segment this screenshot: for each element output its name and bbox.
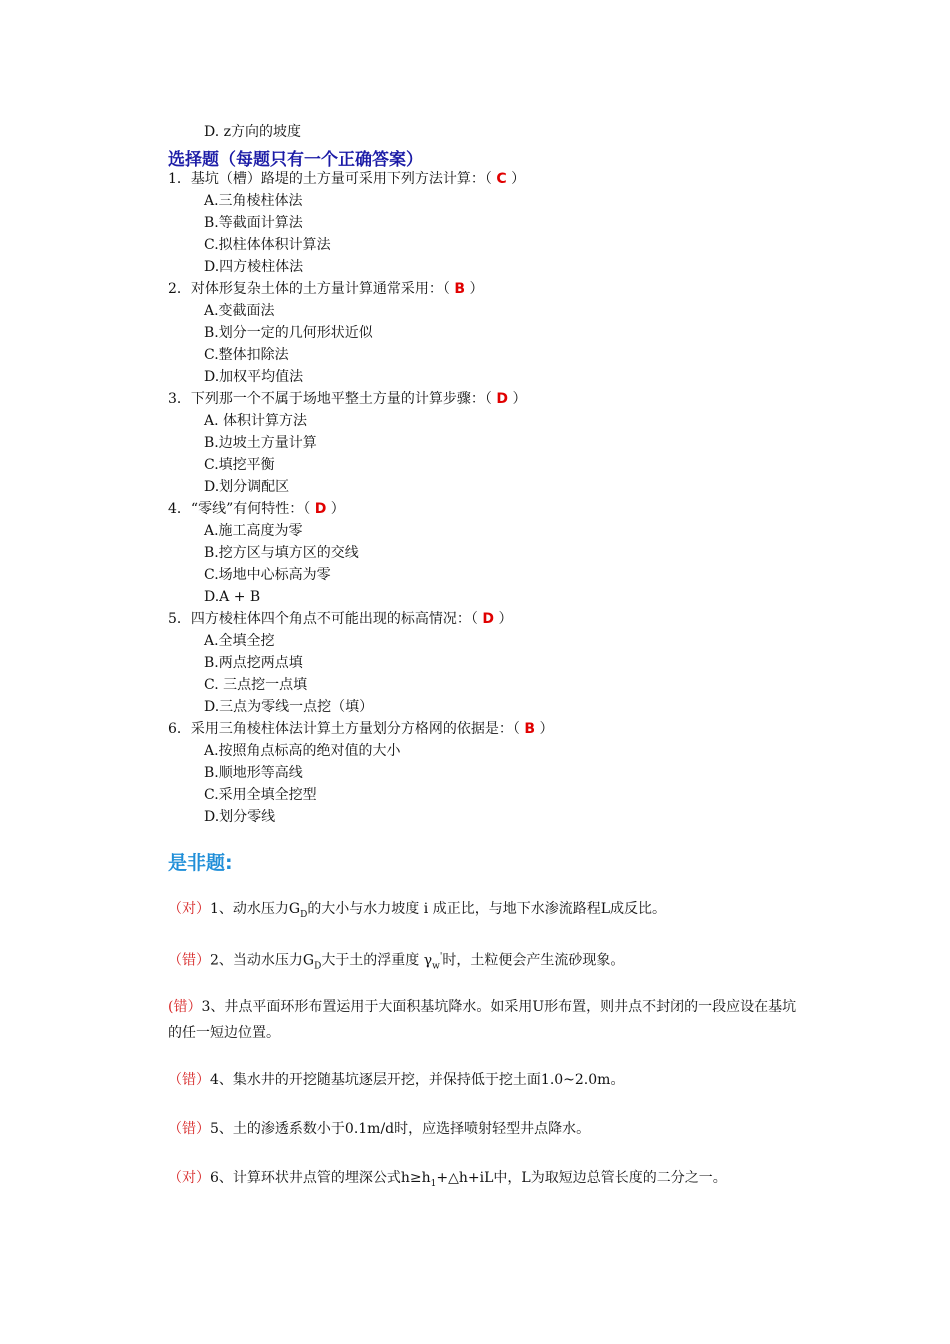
answer-mark: B — [454, 281, 466, 297]
option-b: B.边坡土方量计算 — [204, 435, 317, 451]
option-c: C. 三点挖一点填 — [204, 677, 308, 693]
tf-item-3 — [168, 994, 808, 1046]
option-c: C.场地中心标高为零 — [204, 567, 331, 583]
option-a: A.施工高度为零 — [204, 523, 303, 539]
option-c: C.采用全填全挖型 — [204, 787, 317, 803]
option-d: D.三点为零线一点挖（填） — [204, 699, 374, 715]
question-close: ） — [511, 171, 526, 187]
question-1 — [168, 169, 525, 189]
question-5 — [168, 609, 512, 629]
question-close: ） — [498, 611, 513, 627]
subscript: 1 — [430, 1178, 437, 1189]
question-close: ） — [330, 501, 345, 517]
tf-text: 大于土的浮重度 γ — [321, 952, 433, 969]
tf-mark: (错） — [168, 999, 202, 1015]
option-d: D.划分调配区 — [204, 479, 290, 495]
answer-mark: B — [524, 721, 536, 737]
option-d: D.加权平均值法 — [204, 369, 304, 385]
tf-text: +△h+iL中，L为取短边总管长度的二分之一。 — [436, 1170, 727, 1186]
tf-text: 6、计算环状井点管的埋深公式h≥h — [210, 1170, 431, 1186]
option-a: A. 体积计算方法 — [204, 413, 308, 429]
option-c: C.整体扣除法 — [204, 347, 289, 363]
answer-mark: D — [314, 501, 327, 517]
option-c: C.填挖平衡 — [204, 457, 275, 473]
option-c: C.拟柱体体积计算法 — [204, 237, 331, 253]
tf-mark: （对） — [168, 1170, 210, 1186]
subscript: D — [314, 961, 322, 972]
question-text: 5．四方棱柱体四个角点不可能出现的标高情况：（ — [168, 611, 478, 627]
tf-item-1 — [168, 896, 808, 928]
previous-option-d: D. z方向的坡度 — [204, 124, 302, 140]
question-4 — [168, 499, 345, 519]
option-a: A.按照角点标高的绝对值的大小 — [204, 743, 401, 759]
tf-text: 的大小与水力坡度 i 成正比，与地下水渗流路程L成反比。 — [307, 901, 666, 917]
tf-text: 5、土的渗透系数小于0.1m/d时，应选择喷射轻型井点降水。 — [210, 1121, 591, 1137]
tf-text: 3、井点平面环形布置运用于大面积基坑降水。如采用U形布置，则井点不封闭的一段应设在基坑的任一短边位置。 — [168, 999, 797, 1041]
question-close: ） — [469, 281, 484, 297]
answer-mark: D — [482, 611, 494, 627]
tf-item-2 — [168, 944, 808, 979]
question-text: 1．基坑（槽）路堤的土方量可采用下列方法计算：（ — [168, 171, 492, 187]
tf-text: 时，土粒便会产生流砂现象。 — [442, 952, 625, 969]
option-d: D.A + B — [204, 589, 261, 605]
choice-section-heading: 选择题（每题只有一个正确答案） — [168, 150, 423, 170]
tf-mark: （错） — [168, 1121, 210, 1137]
question-text: 6．采用三角棱柱体法计算土方量划分方格网的依据是：（ — [168, 721, 520, 737]
tf-text: 4、集水井的开挖随基坑逐层开挖，并保持低于挖土面1.0~2.0m。 — [210, 1072, 625, 1088]
question-2 — [168, 279, 483, 299]
option-b: B.等截面计算法 — [204, 215, 303, 231]
question-close: ） — [512, 391, 527, 407]
answer-mark: C — [496, 171, 507, 187]
question-text: 2．对体形复杂土体的土方量计算通常采用：（ — [168, 281, 450, 297]
question-text: 4．“零线”有何特性：（ — [168, 501, 311, 517]
tf-item-5 — [168, 1116, 808, 1142]
option-a: A.变截面法 — [204, 303, 275, 319]
option-a: A.三角棱柱体法 — [204, 193, 303, 209]
question-text: 3．下列那一个不属于场地平整土方量的计算步骤：（ — [168, 391, 492, 407]
question-6 — [168, 719, 553, 739]
question-3 — [168, 389, 526, 409]
answer-mark: D — [496, 391, 508, 407]
superscript: ' — [439, 952, 443, 962]
true-false-section-heading: 是非题: — [168, 852, 233, 874]
tf-mark: （错） — [168, 952, 210, 969]
tf-item-4 — [168, 1067, 808, 1093]
tf-text: 1、动水压力G — [210, 901, 301, 917]
option-b: B.顺地形等高线 — [204, 765, 303, 781]
option-b: B.划分一定的几何形状近似 — [204, 325, 373, 341]
tf-mark: （对） — [168, 901, 210, 917]
tf-mark: （错） — [168, 1072, 210, 1088]
option-d: D.划分零线 — [204, 809, 276, 825]
subscript: D — [300, 909, 308, 920]
option-b: B.两点挖两点填 — [204, 655, 303, 671]
subscript: w — [432, 961, 440, 972]
option-b: B.挖方区与填方区的交线 — [204, 545, 359, 561]
tf-text: 2、当动水压力G — [210, 952, 315, 969]
tf-item-6 — [168, 1165, 808, 1197]
option-a: A.全填全挖 — [204, 633, 275, 649]
option-d: D.四方棱柱体法 — [204, 259, 304, 275]
question-close: ） — [539, 721, 554, 737]
